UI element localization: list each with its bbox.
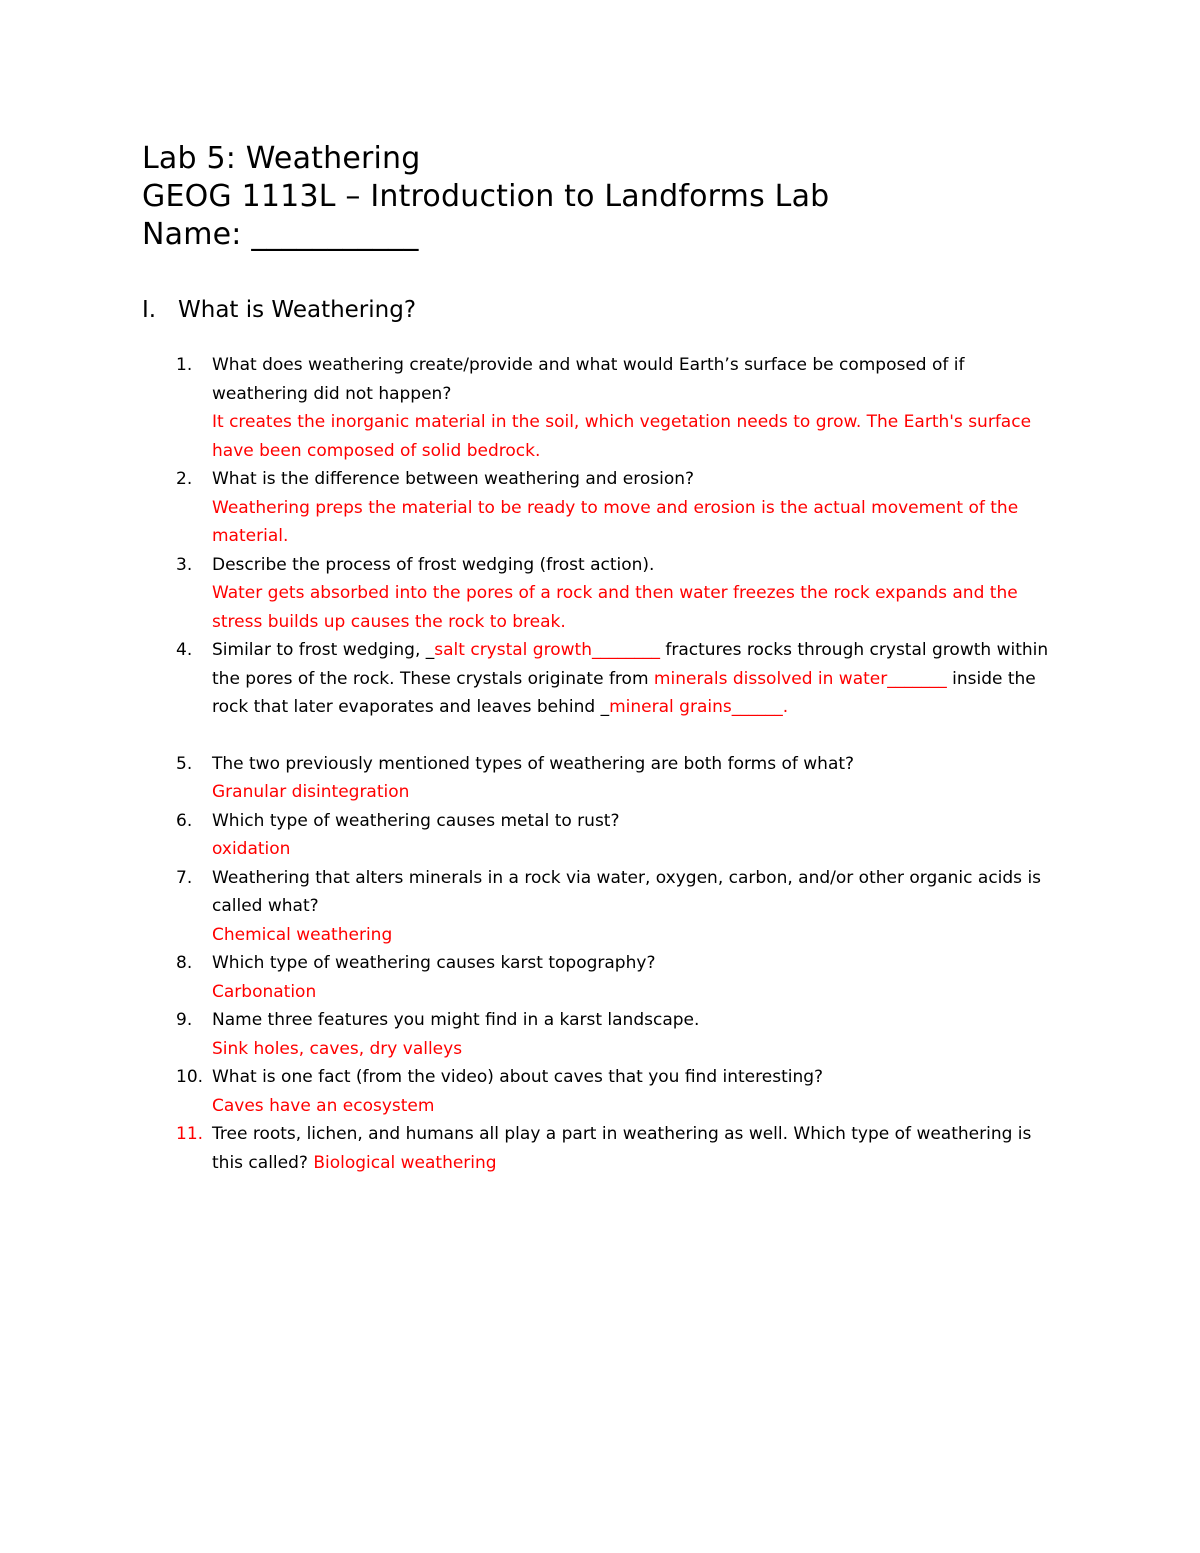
lab-title: Lab 5: Weathering	[142, 141, 421, 176]
blank-answer: minerals dissolved in water_______	[653, 668, 947, 689]
question-8	[0, 949, 1062, 1006]
question-text: Describe the process of frost wedging (frost action).	[212, 554, 655, 575]
answer-text: Chemical weathering	[212, 924, 393, 945]
question-number: 1.	[176, 355, 193, 375]
question-1	[0, 351, 1062, 465]
answer-text: Carbonation	[212, 981, 317, 1002]
question-text: What is the difference between weathering and erosion?	[212, 469, 695, 489]
question-list	[0, 351, 1200, 1177]
sentence-part: inside the rock that later evaporates and leaves behind _	[212, 668, 1036, 717]
question-text: Which type of weathering causes karst topography?	[212, 953, 656, 973]
section-numeral: I.	[142, 297, 157, 323]
answer-text: Weathering preps the material to be ready to move and erosion is the actual movement of the material.	[212, 497, 1019, 546]
question-number: 6.	[176, 810, 193, 831]
answer-text: Water gets absorbed into the pores of a rock and then water freezes the rock expands and the stress builds up causes the rock to break.	[212, 583, 1018, 632]
question-3	[0, 551, 1062, 637]
question-number: 3.	[176, 554, 193, 575]
question-10	[0, 1063, 1062, 1120]
sentence-part: fractures rocks through crystal growth within the pores of the rock. These crystals originate from	[212, 640, 1049, 689]
question-text: Name three features you might find in a karst landscape.	[212, 1010, 700, 1030]
title-block	[142, 140, 1042, 254]
question-number: 8.	[176, 953, 193, 973]
fill-in-sentence	[212, 636, 1062, 722]
blank-answer: salt crystal growth________	[434, 640, 660, 660]
sentence-part: Similar to frost wedging, _	[212, 640, 435, 660]
question-2	[0, 465, 1062, 551]
question-number: 11.	[176, 1124, 204, 1144]
answer-text: Biological weathering	[313, 1152, 497, 1173]
question-text: The two previously mentioned types of weathering are both forms of what?	[212, 753, 855, 774]
answer-text: Caves have an ecosystem	[212, 1095, 435, 1116]
answer-text: oxidation	[212, 839, 291, 859]
section-title: What is Weathering?	[178, 297, 417, 323]
answer-text: Sink holes, caves, dry valleys	[212, 1038, 463, 1059]
question-number: 4.	[176, 640, 193, 660]
question-text: Which type of weathering causes metal to rust?	[212, 810, 620, 831]
name-field: Name: ___________	[142, 217, 419, 252]
answer-text: It creates the inorganic material in the soil, which vegetation needs to grow. The Earth's surface have been composed of solid bedrock.	[212, 412, 1032, 461]
question-text: What does weathering create/provide and what would Earth’s surface be composed of if weathering did not happen?	[212, 355, 965, 404]
question-text: Weathering that alters minerals in a rock via water, oxygen, carbon, and/or other organic acids is called what?	[212, 867, 1042, 916]
question-number: 7.	[176, 867, 193, 888]
question-4	[0, 636, 1062, 722]
question-7	[0, 864, 1062, 950]
question-number: 5.	[176, 753, 193, 774]
question-number: 9.	[176, 1010, 193, 1030]
blank-answer: mineral grains______	[609, 697, 783, 717]
blank-line	[0, 722, 1200, 750]
section-heading	[142, 294, 416, 326]
question-number: 10.	[176, 1067, 204, 1087]
sentence-end: .	[782, 697, 789, 717]
question-6	[0, 807, 1062, 864]
question-11	[0, 1120, 1062, 1177]
question-number: 2.	[176, 469, 193, 489]
question-with-answer	[212, 1120, 1062, 1177]
question-text: Tree roots, lichen, and humans all play a part in weathering as well. Which type of weathering is this called?	[212, 1124, 1032, 1173]
question-text: What is one fact (from the video) about caves that you find interesting?	[212, 1067, 824, 1087]
course-title: GEOG 1113L – Introduction to Landforms Lab	[142, 179, 830, 214]
question-5	[0, 750, 1062, 807]
answer-text: Granular disintegration	[212, 782, 410, 802]
question-9	[0, 1006, 1062, 1063]
